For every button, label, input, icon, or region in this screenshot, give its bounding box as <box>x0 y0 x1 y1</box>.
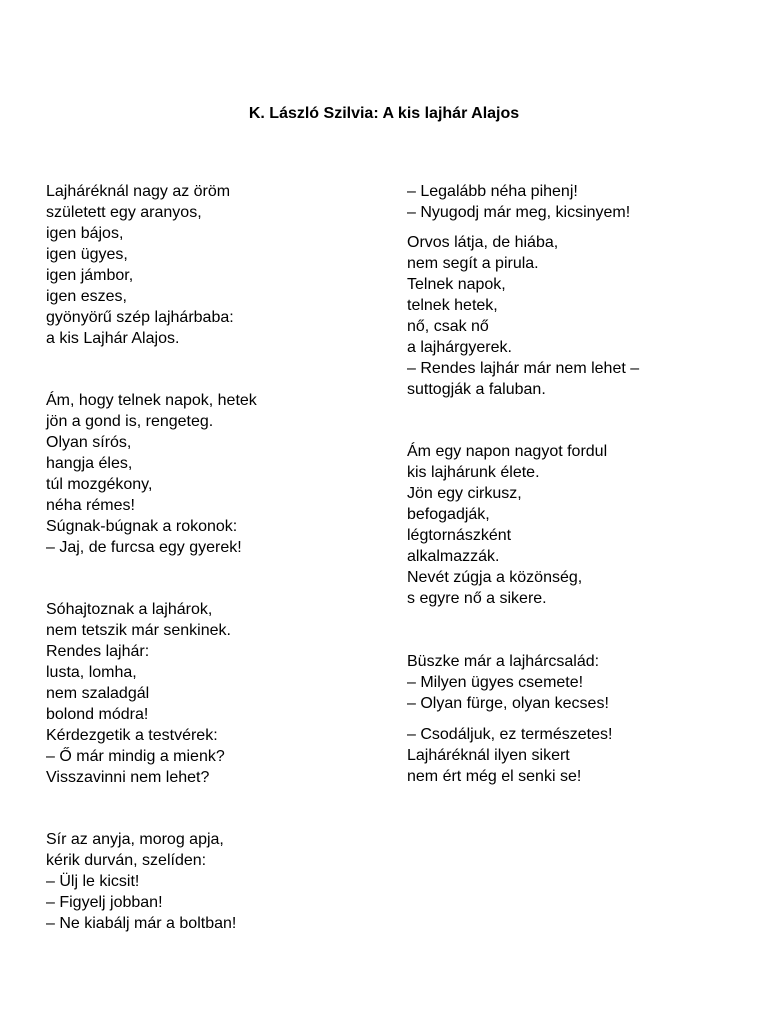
poem-line: kérik durván, szelíden: <box>46 852 207 869</box>
stanza <box>407 724 612 787</box>
poem-line: – Csodáljuk, ez természetes! <box>407 726 613 743</box>
poem-line: – Rendes lajhár már nem lehet – <box>407 360 640 377</box>
poem-line: kis lajhárunk élete. <box>407 464 540 481</box>
poem-line: Nevét zúgja a közönség, <box>407 569 583 586</box>
poem-line: telnek hetek, <box>407 297 498 314</box>
poem-line: igen jámbor, <box>46 267 134 284</box>
poem-line: alkalmazzák. <box>407 548 500 565</box>
stanza <box>407 232 639 400</box>
poem-line: nem ért még el senki se! <box>407 768 582 785</box>
poem-line: jön a gond is, rengeteg. <box>46 413 214 430</box>
poem-line: befogadják, <box>407 506 490 523</box>
poem-line: s egyre nő a sikere. <box>407 590 547 607</box>
stanza <box>46 829 236 934</box>
poem-line: – Olyan fürge, olyan kecses! <box>407 695 609 712</box>
poem-line: – Ő már mindig a mienk? <box>46 748 225 765</box>
poem-line: igen bájos, <box>46 225 124 242</box>
poem-line: lusta, lomha, <box>46 664 137 681</box>
poem-line: Sóhajtoznak a lajhárok, <box>46 601 213 618</box>
poem-line: légtornászként <box>407 527 512 544</box>
poem-line: túl mozgékony, <box>46 476 153 493</box>
poem-line: suttogják a faluban. <box>407 381 546 398</box>
poem-line: Olyan sírós, <box>46 434 132 451</box>
poem-line: – Figyelj jobban! <box>46 894 163 911</box>
poem-line: Sír az anyja, morog apja, <box>46 831 224 848</box>
poem-title: K. László Szilvia: A kis lajhár Alajos <box>248 105 520 122</box>
poem-line: Visszavinni nem lehet? <box>46 769 210 786</box>
poem-line: Telnek napok, <box>407 276 506 293</box>
stanza <box>407 651 609 714</box>
stanza <box>46 599 231 788</box>
poem-line: néha rémes! <box>46 497 135 514</box>
poem-line: Ám egy napon nagyot fordul <box>407 443 608 460</box>
poem-line: Jön egy cirkusz, <box>407 485 522 502</box>
poem-line: nem tetszik már senkinek. <box>46 622 231 639</box>
poem-line: hangja éles, <box>46 455 133 472</box>
poem-line: – Milyen ügyes csemete! <box>407 674 584 691</box>
poem-line: igen eszes, <box>46 288 127 305</box>
poem-line: Kérdezgetik a testvérek: <box>46 727 218 744</box>
poem-line: igen ügyes, <box>46 246 128 263</box>
poem-line: a lajhárgyerek. <box>407 339 512 356</box>
poem-line: nem szaladgál <box>46 685 150 702</box>
poem-line: Lajháréknál nagy az öröm <box>46 183 231 200</box>
poem-line: született egy aranyos, <box>46 204 202 221</box>
poem-line: Lajháréknál ilyen sikert <box>407 747 570 764</box>
stanza <box>46 390 257 558</box>
stanza <box>46 181 234 349</box>
poem-line: – Ülj le kicsit! <box>46 873 140 890</box>
poem-line: – Legalább néha pihenj! <box>407 183 578 200</box>
poem-line: bolond módra! <box>46 706 149 723</box>
poem-line: Ám, hogy telnek napok, hetek <box>46 392 257 409</box>
stanza <box>407 181 630 223</box>
poem-line: – Ne kiabálj már a boltban! <box>46 915 237 932</box>
poem-line: nő, csak nő <box>407 318 489 335</box>
poem-line: Büszke már a lajhárcsalád: <box>407 653 600 670</box>
poem-line: Rendes lajhár: <box>46 643 150 660</box>
poem-line: Orvos látja, de hiába, <box>407 234 559 251</box>
poem-line: a kis Lajhár Alajos. <box>46 330 180 347</box>
poem-line: Súgnak-búgnak a rokonok: <box>46 518 238 535</box>
stanza <box>407 441 607 609</box>
poem-line: – Nyugodj már meg, kicsinyem! <box>407 204 631 221</box>
poem-line: nem segít a pirula. <box>407 255 539 272</box>
poem-line: gyönyörű szép lajhárbaba: <box>46 309 234 326</box>
poem-line: – Jaj, de furcsa egy gyerek! <box>46 539 242 556</box>
